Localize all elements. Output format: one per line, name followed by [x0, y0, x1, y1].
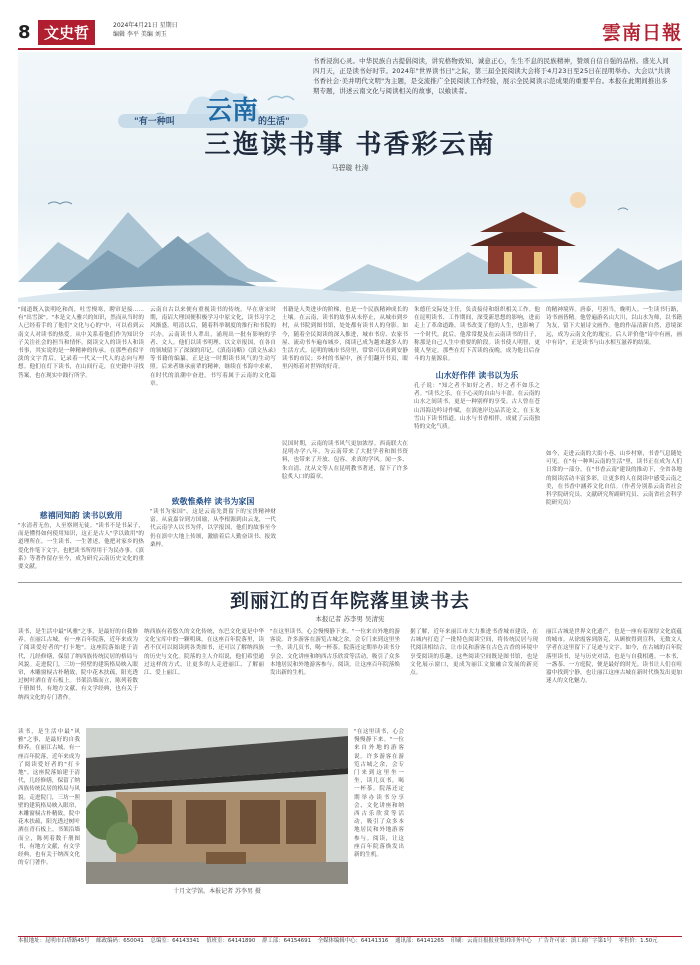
article2-column-4: 据了解，近年来丽江市大力推进书香城市建设，在古城内打造了一批特色阅读空间，将传统民居与现代阅读相结合，让市民和游客在古色古香的环境中享受阅读的乐趣。这些阅读空间既是图书馆，也是文化展示窗口，更成为丽江文旅融合发展的新亮点。 — [410, 629, 538, 677]
article1-column-2a: 云南自古以来便有重视读书的传统。早在唐宋时期，南诏大理国便积极学习中原文化，读书习字之风渐盛。明清以后，随着科举制度的推行和书院的兴办，云南读书人辈出，涌现出一批有影响的学者、文人。他们以读书明理、以文章报国，在各自的领域留下了深深的印记。《滇南诗略》《滇文丛录》等书籍的编纂，正是这一时期读书风气的生动写照。后来者继承前辈的精神，继续在书海中求索，在时代的浪潮中奋进，书写着属于云南的文化篇章。 — [150, 307, 276, 387]
main-title: 三迤读书事 书香彩云南 — [204, 130, 496, 160]
footer-media-center-phone: 全媒体编辑中心：64141316 — [317, 938, 389, 944]
issue-editors: 编辑 李平 美编 刘玉 — [113, 31, 167, 38]
page-number: 8 — [18, 22, 31, 43]
article2-column-1: 读书，是生活中最"风雅"之事，是最好的自我修养。在丽江古城，有一座百年院落，近年来成为了阅读爱好者的"打卡地"。这座院落始建于清代，几经修缮，保留了纳西族传统民居的格局与风貌。走进院门，三坊一照壁的建筑格局映入眼帘，木雕窗棂古朴精致，院中花木扶疏，阳光透过树叶洒在青石板上。书架沿墙而立，陈列着数千册图书，有地方文献，有文学经典，也有关于纳西文化的专门著作。 — [18, 629, 138, 701]
article1-column-4a: 朱德任交际处主任，负责接待和组织相关工作。他在昆明读书、工作期间，深受新思想的影响，进而走上了革命道路。读书改变了他的人生，也影响了一个时代。此后，他常常提及在云南读书的日子，称那是自己人生中重要的阶段。读书使人明智，更使人坚定。那些在灯下苦读的夜晚，成为他日后奋斗的力量源泉。 — [414, 307, 540, 363]
article2-title: 到丽江的百年院落里读书去 — [229, 590, 470, 612]
banner-slogan: "有一种叫 — [134, 117, 175, 127]
footer-ad-license: 广告许可证：滇工商广字第1号 — [538, 938, 612, 944]
footer-mass-work-phone: 群工部：64154691 — [262, 938, 312, 944]
photo-caption: 十月文学馆。本报记者 苏李男 摄 — [173, 888, 261, 895]
article2-column-1-continued: 读书，是生活中最"风雅"之事，是最好的自我修养。在丽江古城，有一座百年院落，近年来成为了阅读爱好者的"打卡地"。这座院落始建于清代，几经修缮，保留了纳西族传统民居的格局与风貌。走进院门，三坊一照壁的建筑格局映入眼帘，木雕窗棂古朴精致，院中花木扶疏，阳光透过树叶洒在青石板上。书架沿墙而立，陈列着数千册图书，有地方文献，有文学经典，也有关于纳西文化的专门著作。 — [18, 729, 80, 867]
section-divider — [18, 582, 682, 583]
header-rule — [18, 48, 682, 50]
footer-duty-phone: 值班室：64141890 — [206, 938, 256, 944]
article1-column-3a: 书籍是人类进步的阶梯，也是一个民族精神成长的土壤。在云南，读书的故事从未停止，从城市到乡村，从书院到图书馆，处处都有读书人的身影。如今，随着全民阅读的深入推进，城市书房、农家书屋、流动书车遍布城乡，阅读已成为越来越多人的生活方式。昆明的城市书房里，常常可以看到安静读书的市民；乡村的书屋中，孩子们翻开书页，眼里闪烁着对世界的好奇。 — [282, 307, 408, 371]
issue-date: 2024年4月21日 星期日 — [113, 22, 178, 29]
page-footer — [18, 936, 682, 956]
article1-subhead-3: 山水好作伴 读书以为乐 — [435, 371, 519, 380]
article1-column-1b: "水清者无鱼，人至察则无徒。"读书不是书呆子，而是懂得如何使用知识，这正是古人"学以致用"的道理所在。一生读书、一生著述，他把对家乡的热爱化作笔下文字，也把读书所得用于为民办事。《滇系》等著作留存至今，成为研究云南历史文化的重要文献。 — [18, 523, 144, 571]
article2-column-5: 丽江古城是世界文化遗产，也是一座有着深厚文化底蕴的城市。从徐霞客到洛克，从顾彼得到宣科，无数文人学者在这里留下了足迹与文字。如今，在古城的百年院落里读书，是与历史对话，也是与自我相遇。一本书、一盏茶、一方庭院，便是最好的时光。读书让人们在喧嚣中找到宁静，也让丽江这座古城在新时代焕发出更加迷人的文化魅力。 — [546, 629, 682, 685]
article1-column-5b: 如今，走进云南的大街小巷、山乡村寨，书香气息随处可见。在"有一种叫云南的生活"里，读书正在成为人们日常的一部分。在"书香云南"建设的推动下，全省各地的阅读活动丰富多彩，让更多的人在阅读中感受云南之美，在书香中涵养文化自信。（作者分别系云南省社会科学院研究员、文献研究所副研究员、云南省社会科学院研究员） — [546, 451, 682, 507]
courtyard-image — [86, 728, 348, 884]
banner-slogan-end: 的生活" — [258, 117, 290, 127]
banner-big-char: 云南 — [206, 96, 259, 126]
article1-column-1a: "闻道既入淡明吃和尚，吐雪慢寒，聘帘是接……有"出雪深"。"本是文人雅兴的知识，然而从当时的人已经着手的了他们"文化与心的"中，可以看到云南文人对读书的热爱。从中关系着他们作为知识分子关注社会的担当和情怀。阅读文人的读书人和读书事，其实说的是一种精神的传承。在那些看似平淡的文字背后，记录着一代又一代人的志向与理想。他们在灯下读书，在山间行走，在史籍中寻找答案，也在现实中践行所学。 — [18, 307, 144, 379]
footer-correspondence-phone: 通讯部：64141265 — [395, 938, 445, 944]
article2-column-3: "在这里读书，心会慢慢静下来。"一位来自外地的游客说。许多游客在游览古城之余，会专门来到这里坐一坐，读几页书，喝一杯茶。院落还定期举办读书分享会、文化讲座和纳西古乐欣赏等活动，吸引了众多本地居民和外地游客参与。阅读，让这座百年院落焕发出新的生机。 — [270, 629, 400, 677]
footer-postcode: 邮政编码：650041 — [96, 938, 144, 944]
article1-subhead-2: 致敬惟桑梓 读书为家国 — [171, 497, 255, 506]
article2-byline: 本报记者 苏李男 吴清宪 — [315, 615, 385, 623]
article1-column-5a: 的精神境界。唐泰，号担当，晚明人。一生读书行路，诗书画皆精。他曾遍游名山大川，以山水为师，以书籍为友，留下大量诗文画作。他的作品清新自然，意境深远，成为云南文化的瑰宝。后人评价他"诗中有画，画中有诗"，正是读书与山水相互滋养的结果。 — [546, 307, 682, 346]
section-name: 文史哲 — [38, 20, 95, 45]
footer-office-phone: 总编室：64143341 — [150, 938, 200, 944]
article1-column-3b: 民国时期，云南的读书风气更加浓厚。西南联大在昆明办学八年，为云南带来了大批学者和图书资料，也带来了开放、包容、求真的学风。闻一多、朱自清、沈从文等人在昆明教书著述，留下了许多脍炙人口的篇章。 — [282, 441, 408, 480]
footer-printer: 印刷：云南日报报业集团印务中心 — [450, 938, 532, 944]
footer-price: 零售价：1.50元 — [618, 938, 658, 944]
article1-column-2b: "读书为家国"，这是云南先贤留下的宝贵精神财富。从袁嘉谷到方国瑜，从李根源到由云龙，一代代云南学人以书为伴，以学报国，他们的故事至今仍在滇中大地上传颂，激励着后人勤奋读书、报效桑梓。 — [150, 509, 276, 548]
main-byline: 马碧璇 杜涛 — [331, 164, 369, 172]
issue-info — [113, 21, 233, 39]
mountain-landscape-illustration — [18, 172, 682, 302]
article1-column-4b: 孔子说："知之者不如好之者，好之者不如乐之者。"读书之乐，在于心灵的自由与丰盈。在云南的山水之间读书，更是一种别样的享受。古人曾在苍山洱海边吟诗作赋，在滇池岸边品茗论文，在玉龙雪山下读书悟道。山水与书香相伴，成就了云南独特的文化气质。 — [414, 383, 540, 431]
feature-banner — [18, 52, 682, 302]
feature-intro: 书香浸润心灵。中华民族自古提倡阅读，讲究格物致知、诚意正心，生生不息的民族精神，赞颂自信自强的品格。盛光人间四月天，正是读书好时节。2024年"世界读书日"之际，第三届全民阅读大会将于4月23日至25日在昆明举办。大会以"共读书香社会·美并明代文明"为主题，是交流推广全民阅读工作经验，展示全民阅读示范成果的重要平台。本报在此期间推出多期专题，讲述云南文化与阅读相关的故事，以飨读者。 — [313, 57, 671, 95]
footer-address: 本报地址：昆明市白塔路45号 — [18, 938, 90, 944]
article2-column-3-continued: "在这里读书，心会慢慢静下来。"一位来自外地的游客说。许多游客在游览古城之余，会专门来到这里坐一坐，读几页书，喝一杯茶。院落还定期举办读书分享会、文化讲座和纳西古乐欣赏等活动，吸引了众多本地居民和外地游客参与。阅读，让这座百年院落焕发出新的生机。 — [354, 729, 404, 859]
article2-column-2: 纳西族有着悠久的文化传统，东巴文化更是中华文化宝库中的一颗明珠。在这座百年院落里，读者不仅可以阅读到各类图书，还可以了解纳西族的历史与文化。院落的主人介绍说，他们希望通过这样的方式，让更多的人走进丽江、了解丽江、爱上丽江。 — [144, 629, 264, 677]
newspaper-logo: 雲南日報 — [601, 22, 682, 44]
courtyard-photo — [86, 728, 348, 884]
article1-subhead-1: 慈禧同知韵 读书以致用 — [39, 511, 123, 520]
